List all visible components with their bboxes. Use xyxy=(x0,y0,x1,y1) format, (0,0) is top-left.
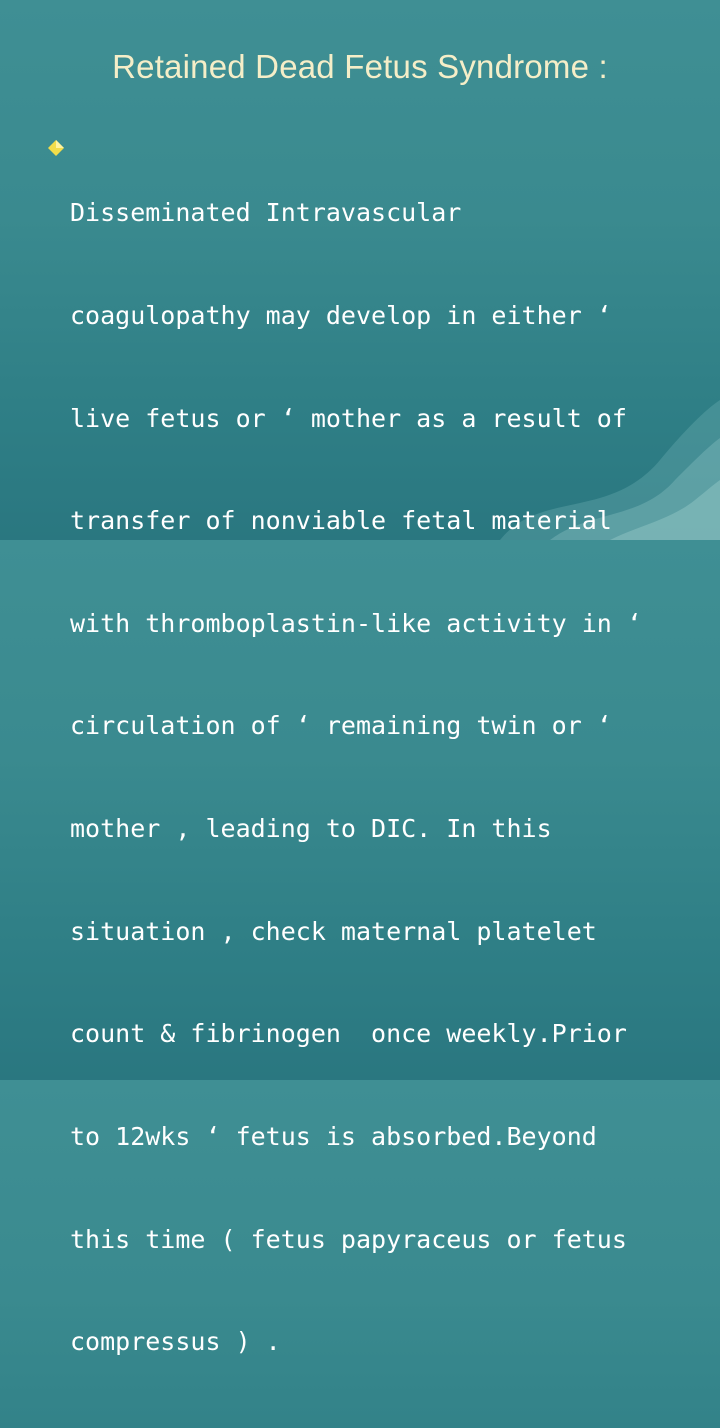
bullet-text-line: compressus ) . xyxy=(70,1327,281,1357)
bullet-text-line: count & fibrinogen once weekly.Prior xyxy=(70,1019,627,1049)
bullet-text-line: with thromboplastin-like activity in ‘ xyxy=(70,608,642,638)
bullet-text-line: transfer of nonviable fetal material xyxy=(70,506,612,536)
bullet-text-line: live fetus or ‘ mother as a result of xyxy=(70,403,627,433)
bullet-text-line: mother , leading to DIC. In this xyxy=(70,814,552,844)
bullet-text-line: to 12wks ‘ fetus is absorbed.Beyond xyxy=(70,1121,597,1151)
bullet-text-line: coagulopathy may develop in either ‘ xyxy=(70,301,612,331)
bullet-text xyxy=(70,128,695,1428)
bullet-text-line: circulation of ‘ remaining twin or ‘ xyxy=(70,711,612,741)
slide-title: Retained Dead Fetus Syndrome : xyxy=(112,48,608,85)
bullet-text-line: this time ( fetus papyraceus or fetus xyxy=(70,1224,627,1254)
bullet-text-line: Disseminated Intravascular xyxy=(70,198,462,228)
bullet-text-line: situation , check maternal platelet xyxy=(70,916,597,946)
diamond-bullet-icon xyxy=(48,140,64,156)
